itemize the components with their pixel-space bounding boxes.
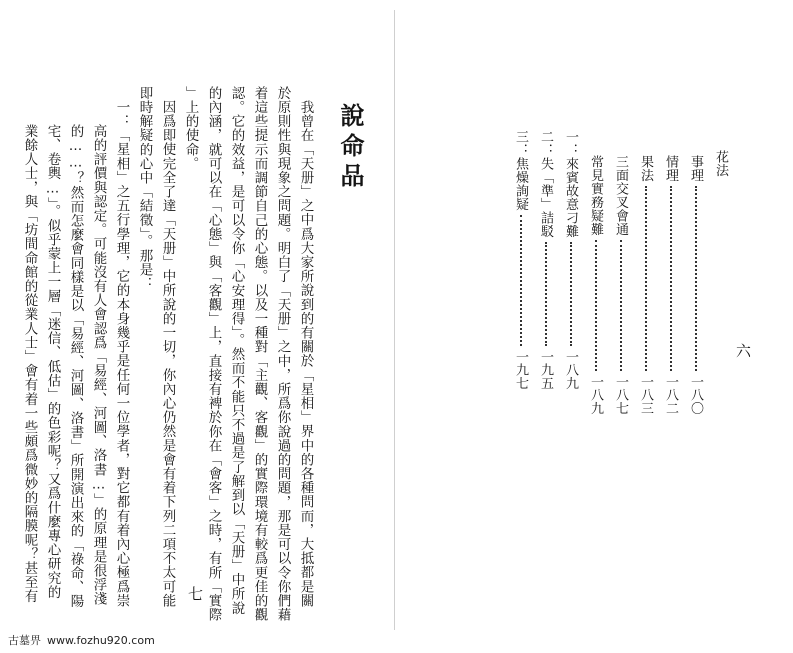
text-column-5: 的內涵，就可以在「心態」與「客觀」上，直接有裨於你在「會客」之時，有所「實際 bbox=[205, 86, 222, 622]
page-number-left: 七 bbox=[188, 585, 204, 603]
toc-entry bbox=[664, 155, 677, 415]
toc-leader-dots bbox=[670, 186, 672, 371]
page-number-right: 六 bbox=[736, 342, 752, 360]
text-column-3: 着這些提示而調節自己的心態。以及一種對「主觀、客觀」的實際環境有較爲更佳的觀 bbox=[251, 86, 268, 622]
toc-entry bbox=[714, 150, 727, 410]
toc-page-number: 一八九 bbox=[563, 350, 578, 390]
toc-page-number: 一八九 bbox=[588, 375, 603, 415]
toc-label: 花法 bbox=[713, 150, 728, 177]
toc-leader-dots bbox=[620, 240, 622, 371]
left-page bbox=[0, 0, 396, 653]
toc-entry bbox=[639, 155, 652, 415]
toc-page-number: 一八七 bbox=[613, 375, 628, 415]
toc-leader-dots bbox=[570, 242, 572, 346]
toc-leader-dots bbox=[695, 186, 697, 371]
toc-label: 事理 bbox=[688, 155, 703, 182]
toc-label: 三面交叉會通 bbox=[613, 155, 628, 236]
toc-entry bbox=[539, 130, 552, 390]
toc-page-number: 一九五 bbox=[538, 350, 553, 390]
toc-leader-dots bbox=[595, 240, 597, 371]
page-gutter bbox=[394, 10, 395, 630]
text-column-4: 認。它的效益，是可以令你「心安理得」。然而不能只不過是了解到以「天册」中所說 bbox=[228, 86, 245, 616]
toc-page-number: 一八〇 bbox=[688, 375, 703, 415]
toc-label: 果法 bbox=[638, 155, 653, 182]
toc-label: 常見實務疑難 bbox=[588, 155, 603, 236]
text-column-9: 一：「星相」之五行學理，它的本身幾乎是任何一位學者，對它都有着內心極爲崇 bbox=[113, 100, 130, 608]
text-column-12: 宅、卷輿…」。似乎蒙上一層「迷信、低估」的色彩呢？又爲什麼專心研究的 bbox=[44, 124, 61, 600]
text-column-7: 因爲即使完全了達「天册」中所說的一切，你內心仍然是會有着下列二項不太可能 bbox=[159, 100, 176, 608]
toc-entry bbox=[589, 155, 602, 415]
text-column-2: 於原則性與現象之問題。明白了「天册」之中，所爲你說過的問題，那是可以令你們藉 bbox=[274, 86, 291, 622]
toc-page-number: 一九七 bbox=[513, 350, 528, 390]
toc-leader-dots bbox=[520, 215, 522, 346]
right-page bbox=[396, 0, 793, 653]
text-column-8: 即時解疑的心中「結徵」。那是： bbox=[136, 86, 153, 291]
toc-entry bbox=[514, 130, 527, 390]
toc-label: 二：失「準」詰駁 bbox=[538, 130, 553, 238]
text-column-11: 的……？然而怎麼會同樣是以「易經、河圖、洛書」所開演出來的「祿命、陽 bbox=[67, 124, 84, 609]
toc-leader-dots bbox=[545, 242, 547, 346]
text-column-10: 高的評價與認定。可能沒有人會認爲「易經、河圖、洛書…」的原理是很浮淺 bbox=[90, 124, 107, 606]
footer-watermark bbox=[8, 632, 155, 648]
toc-label: 情理 bbox=[663, 155, 678, 182]
toc-entry bbox=[564, 130, 577, 390]
toc-page-number: 一八三 bbox=[638, 375, 653, 415]
toc-entry bbox=[689, 155, 702, 415]
site-name: 古墓畀 bbox=[8, 634, 41, 647]
toc-page-number: 一八二 bbox=[663, 375, 678, 415]
toc-leader-dots bbox=[645, 186, 647, 371]
site-url[interactable]: www.fozhu920.com bbox=[47, 633, 155, 647]
toc-entry bbox=[614, 155, 627, 415]
text-column-1: 我曾在「天册」之中爲大家所說到的有關於「星相」界中的各種問而，大抵都是關 bbox=[297, 100, 314, 608]
toc-label: 三：焦燥詢疑 bbox=[513, 130, 528, 211]
text-column-13: 業餘人士，與「坊間命館的從業人士」會有着一些頗爲微妙的隔膜呢？甚至有 bbox=[21, 124, 38, 604]
chapter-title: 說命品 bbox=[336, 103, 364, 193]
text-column-6: 」上的使命。 bbox=[182, 86, 199, 171]
toc-label: 一：來賓故意刁難 bbox=[563, 130, 578, 238]
